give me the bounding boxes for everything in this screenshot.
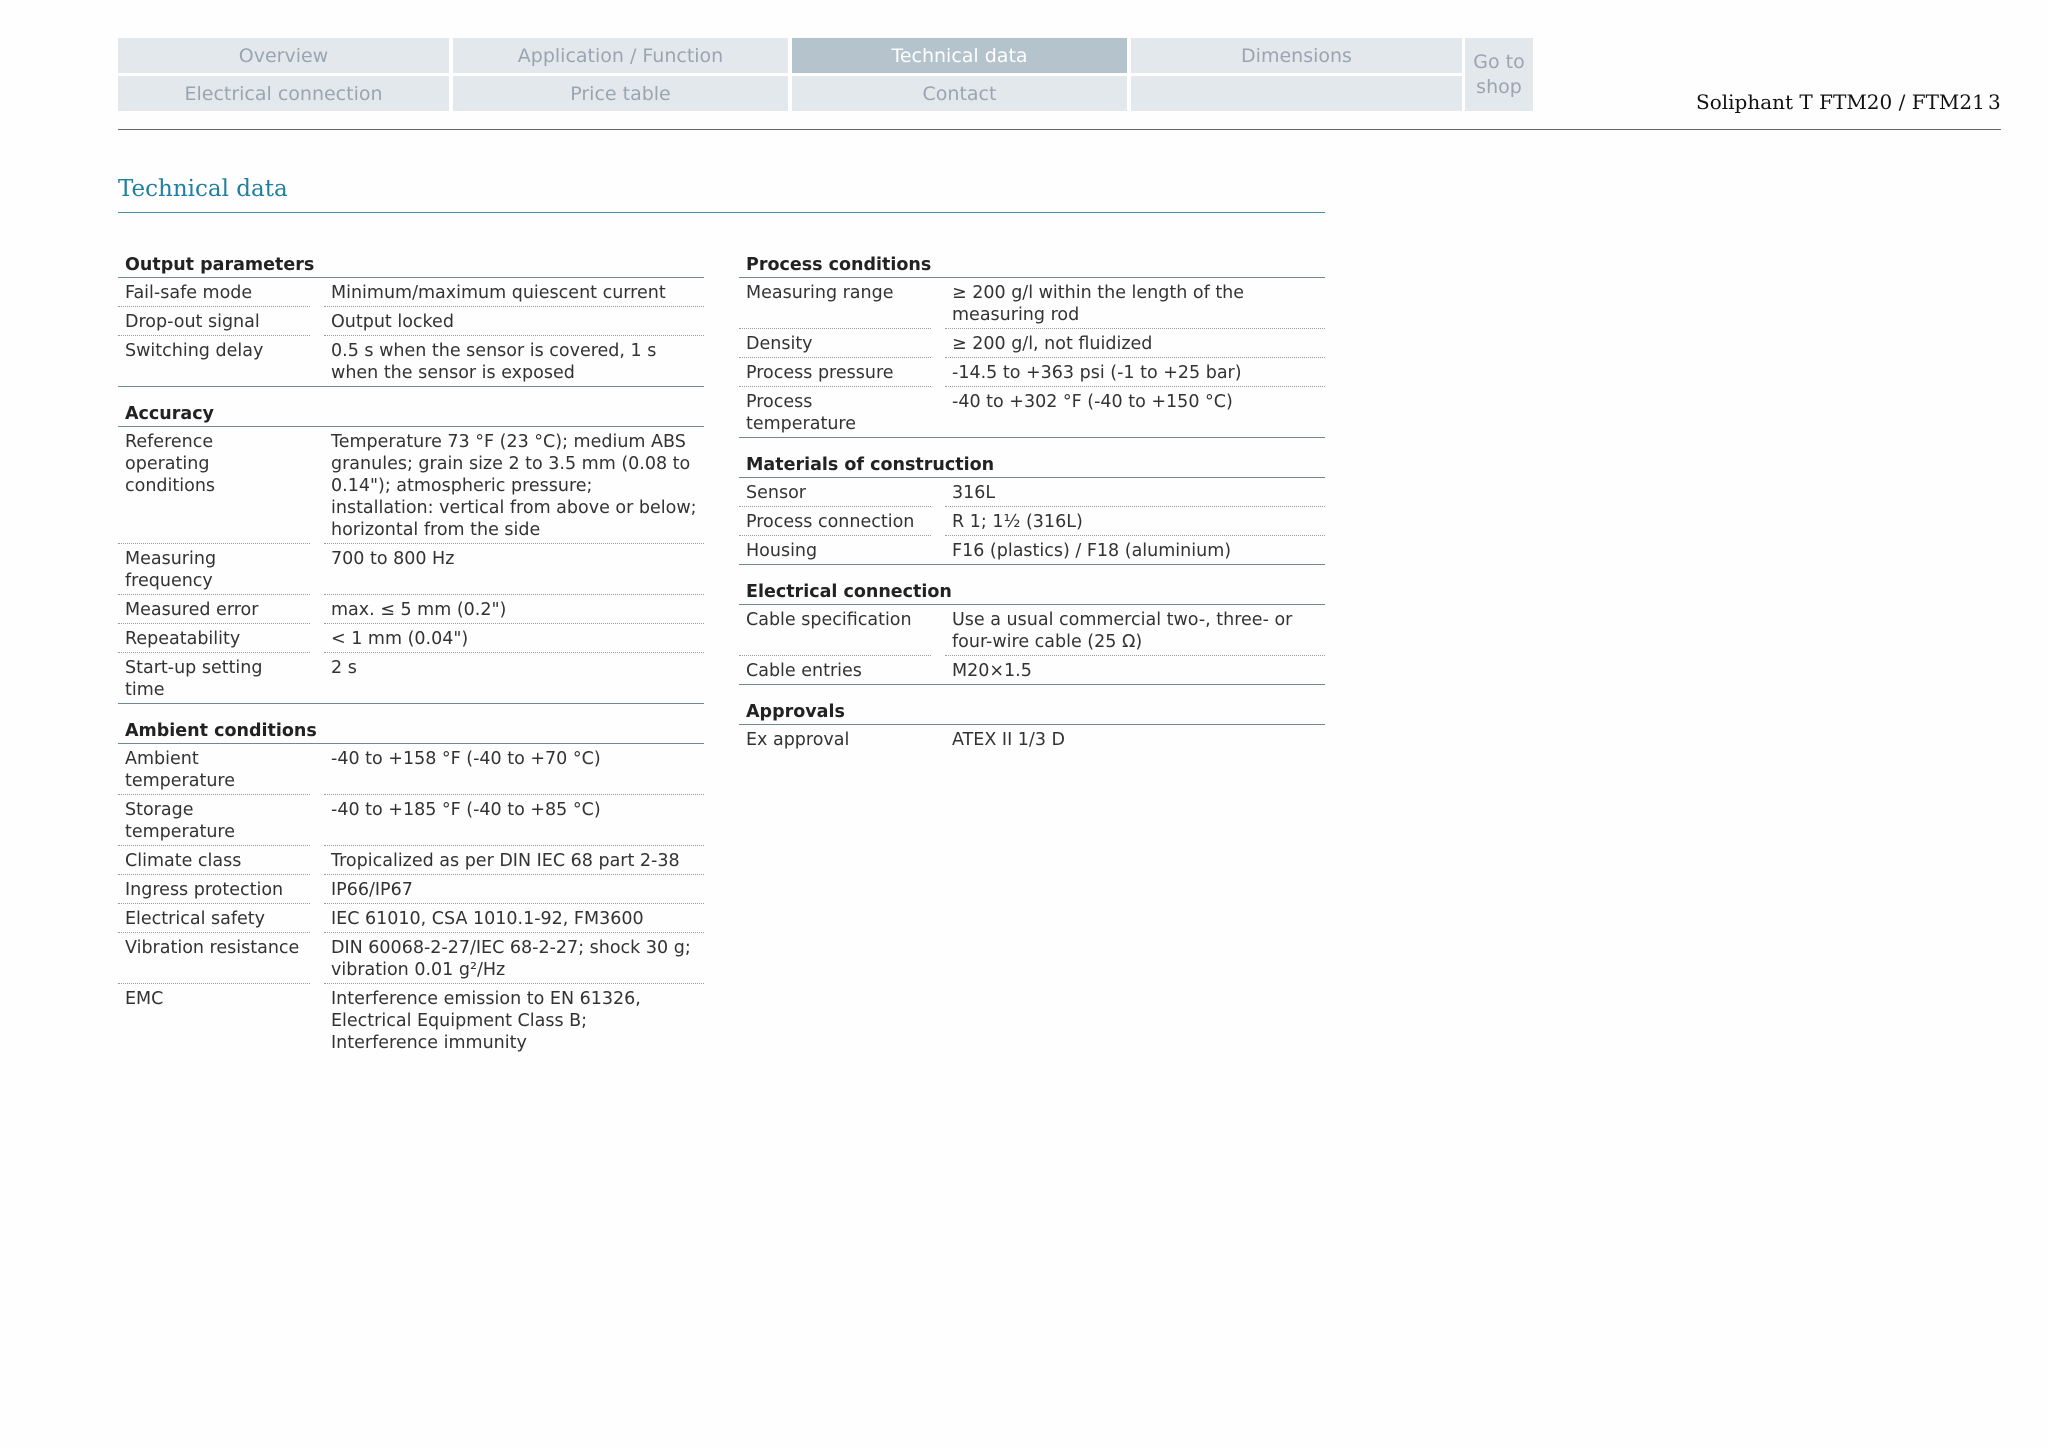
table-row [739,387,1325,438]
table-row [118,933,704,984]
right-spec-column [739,252,1325,767]
table-title: Output parameters [118,252,704,278]
row-label: Drop-out signal [118,307,310,336]
row-label: Repeatability [118,624,310,653]
row-value: R 1; 1½ (316L) [945,507,1325,536]
row-label: Fail-safe mode [118,278,310,307]
table-row [118,875,704,904]
row-value: -14.5 to +363 psi (-1 to +25 bar) [945,358,1325,387]
nav-empty-cell [1131,76,1462,111]
row-label: Process temperature [746,392,856,434]
row-value: -40 to +302 °F (-40 to +150 °C) [952,392,1233,412]
row-value: Temperature 73 °F (23 °C); medium ABS granules; grain size 2 to 3.5 mm (0.08 to 0.14"); atmospheric pressure; installation: vertical from above or below; horizontal from the side [324,427,704,544]
row-value: ≥ 200 g/l, not fluidized [945,329,1325,358]
section-divider [118,212,1325,213]
table-row [118,653,704,704]
table-row [739,656,1325,685]
table-row [739,478,1325,507]
table-row [118,595,704,624]
table-title: Ambient conditions [118,718,704,744]
table-row [739,725,1325,753]
row-value: M20×1.5 [952,661,1032,681]
table-title: Materials of construction [739,452,1325,478]
row-value: 2 s [331,658,357,678]
table-row [118,795,704,846]
row-value: Interference emission to EN 61326, Electrical Equipment Class B; Interference immunity [331,989,641,1053]
page-number: 3 [1988,90,2001,114]
spec-table-ambient-conditions [118,718,704,1056]
row-value: 0.5 s when the sensor is covered, 1 s when the sensor is exposed [331,341,657,383]
table-row [739,507,1325,536]
table-row [118,307,704,336]
spec-table-process-conditions [739,252,1325,438]
table-row [118,427,704,544]
row-label: Measuring range [739,278,931,329]
row-value: IP66/IP67 [324,875,704,904]
row-value: Use a usual commercial two-, three- or four-wire cable (25 Ω) [945,605,1325,656]
table-row [118,624,704,653]
row-label: Ex approval [746,730,850,750]
table-row [118,544,704,595]
nav-dimensions[interactable]: Dimensions [1131,38,1462,73]
spec-table-materials-of-construction [739,452,1325,565]
nav-electrical-connection[interactable]: Electrical connection [118,76,449,111]
table-row [739,278,1325,329]
row-value: Minimum/maximum quiescent current [324,278,704,307]
nav-contact[interactable]: Contact [792,76,1127,111]
left-spec-column [118,252,704,1070]
top-navigation [118,38,1533,112]
row-value: 700 to 800 Hz [324,544,704,595]
table-row [118,984,704,1056]
table-row [118,846,704,875]
document-title: Soliphant T FTM20 / FTM21 [1696,90,1985,114]
row-label: Switching delay [125,341,264,361]
row-value: ATEX II 1/3 D [952,730,1065,750]
row-label: Climate class [118,846,310,875]
row-value: max. ≤ 5 mm (0.2") [324,595,704,624]
row-value: < 1 mm (0.04") [324,624,704,653]
table-row [739,329,1325,358]
table-title: Approvals [739,699,1325,725]
spec-table-output-parameters [118,252,704,387]
row-label: Process connection [739,507,931,536]
table-row [739,536,1325,565]
row-label: Density [739,329,931,358]
row-label: Cable specification [739,605,931,656]
table-title: Electrical connection [739,579,1325,605]
nav-technical-data[interactable]: Technical data [792,38,1127,73]
row-label: Electrical safety [118,904,310,933]
row-value: ≥ 200 g/l within the length of the measuring rod [945,278,1325,329]
row-value: DIN 60068-2-27/IEC 68-2-27; shock 30 g; vibration 0.01 g²/Hz [324,933,704,984]
row-value: 316L [945,478,1325,507]
table-row [118,904,704,933]
row-label: Storage temperature [118,795,310,846]
spec-table-electrical-connection [739,579,1325,685]
nav-application-function[interactable]: Application / Function [453,38,788,73]
row-label: EMC [125,989,164,1009]
row-label: Measuring frequency [118,544,310,595]
table-row [118,744,704,795]
row-value: Output locked [324,307,704,336]
row-label: Housing [746,541,818,561]
row-value: Tropicalized as per DIN IEC 68 part 2-38 [324,846,704,875]
spec-table-approvals [739,699,1325,753]
row-label: Reference operating conditions [118,427,310,544]
table-title: Accuracy [118,401,704,427]
row-label: Vibration resistance [118,933,310,984]
row-value: -40 to +185 °F (-40 to +85 °C) [324,795,704,846]
row-label: Cable entries [746,661,862,681]
table-row [739,605,1325,656]
nav-price-table[interactable]: Price table [453,76,788,111]
table-row [118,278,704,307]
row-label: Start-up setting time [125,658,263,700]
nav-overview[interactable]: Overview [118,38,449,73]
spec-table-accuracy [118,401,704,704]
row-label: Ingress protection [118,875,310,904]
table-title: Process conditions [739,252,1325,278]
nav-go-to-shop[interactable]: Go to shop [1465,38,1533,111]
row-value: F16 (plastics) / F18 (aluminium) [952,541,1232,561]
table-row [739,358,1325,387]
row-label: Sensor [739,478,931,507]
row-value: IEC 61010, CSA 1010.1-92, FM3600 [324,904,704,933]
row-value: -40 to +158 °F (-40 to +70 °C) [324,744,704,795]
header-divider [118,129,2001,130]
table-row [118,336,704,387]
row-label: Ambient temperature [118,744,310,795]
row-label: Measured error [118,595,310,624]
section-title: Technical data [118,176,288,202]
row-label: Process pressure [739,358,931,387]
